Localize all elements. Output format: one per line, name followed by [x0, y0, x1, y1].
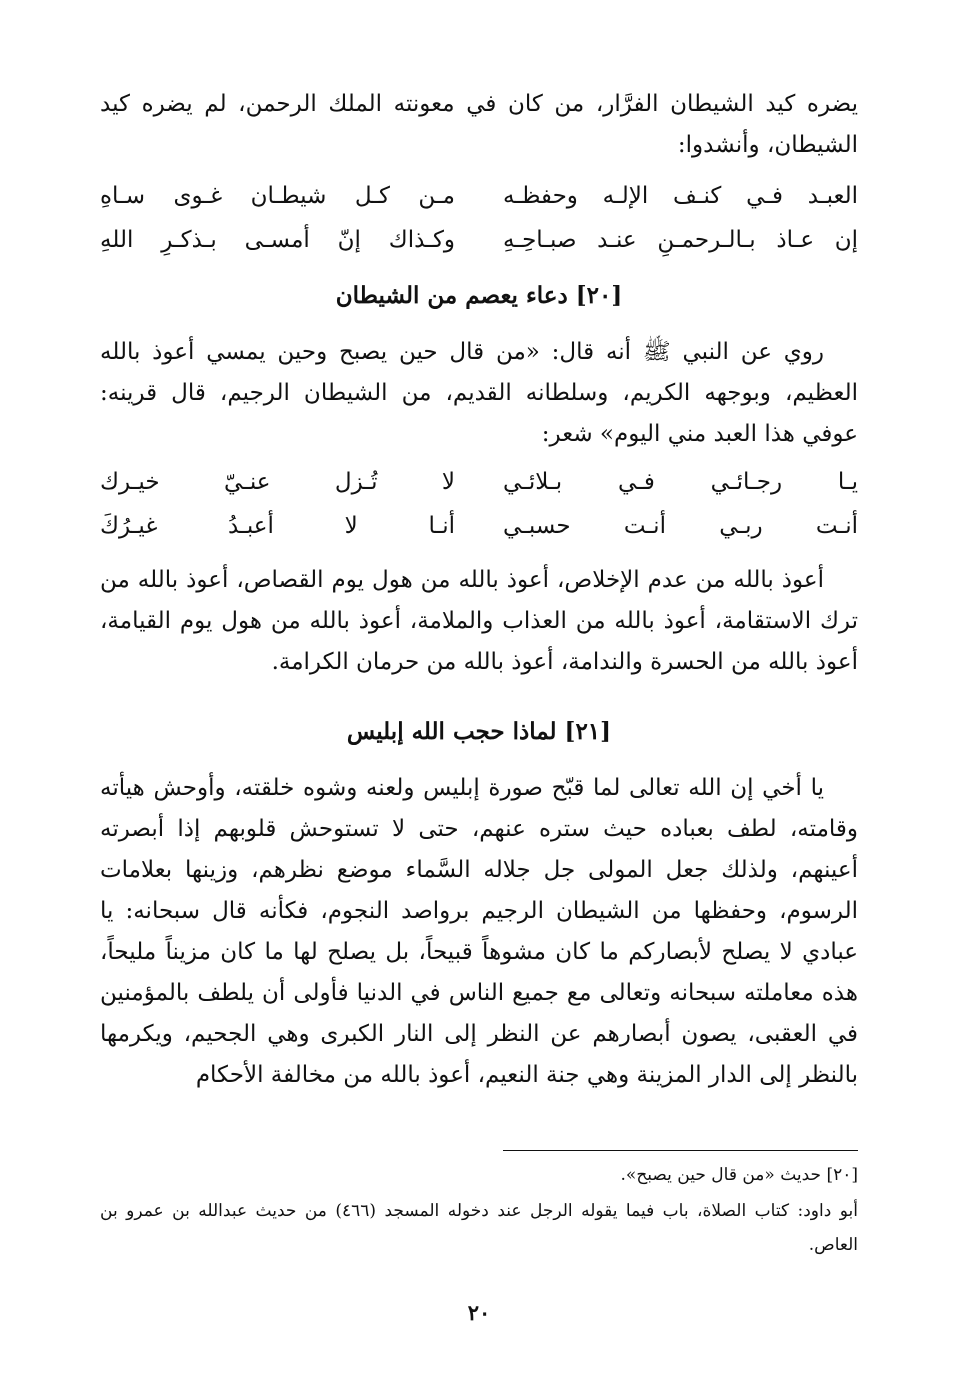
book-page	[100, 0, 858, 1390]
section-20-heading: [٢٠] دعاء يعصم من الشيطان	[335, 282, 623, 309]
poem-2-line-1-second-hemistich: لا تُـزل عنـيّ خيـرك	[100, 469, 455, 495]
poem-1-line-2-second-hemistich: وكـذاك إنّ أمسـى بـذكـرِ اللهِ	[100, 227, 455, 253]
poem-2-line-2	[100, 506, 858, 550]
footnote-separator	[503, 1150, 858, 1151]
section-20-closing-paragraph: أعوذ بالله من عدم الإخلاص، أعوذ بالله من هول يوم القصاص، أعوذ بالله من ترك الاستقامة، أعوذ بالله من العذاب والملامة، أعوذ بالله من هول يوم القيامة، أعوذ بالله من الحسرة والندامة، أعوذ بالله من حرمان الكرامة.	[100, 567, 858, 675]
poem-2-line-1	[100, 462, 858, 506]
footnote-reference: [٢٠] حديث «من قال حين يصبح».	[620, 1165, 858, 1185]
opening-paragraph: يضره كيد الشيطان الفرَّار، من كان في معونته الملك الرحمن، لم يضره كيد الشيطان، وأنشدوا:	[100, 91, 858, 158]
section-21-paragraph: يا أخي إن الله تعالى لما قبّح صورة إبليس ولعنه وشوه خلقته، وأوحش هيأته وقامته، لطف بعباده حيث ستره عنهم، حتى لا تستوحش قلوبهم إذا أبصرته أعينهم، ولذلك جعل المولى جل جلاله السَّماء موضع نظرهم، وزينها بعلامات الرسوم، وحفظها من الشيطان الرجيم برواصد النجوم، فكأنه قال سبحانه: يا عبادي لا يصلح لأبصاركم ما كان مشوهاً قبيحاً، بل يصلح لها ما كان مزيناً مليحاً، هذه معاملته سبحانه وتعالى مع جميع الناس في الدنيا فأولى أن يلطف بالمؤمنين في العقبى، يصون أبصارهم عن النظر إلى النار الكبرى وهي الجحيم، ويكرمها بالنظر إلى الدار المزينة وهي جنة النعيم، أعوذ بالله من مخالفة الأحكام	[100, 775, 858, 1088]
poem-2-line-2-first-hemistich: أنـت ربـي أنـت حسبـي	[503, 513, 858, 539]
poem-2-line-2-second-hemistich: أنـا لا أعبـدُ غيـرُكَ	[100, 513, 455, 539]
poem-1-line-1	[100, 176, 858, 220]
section-20-paragraph: روي عن النبي ﷺ أنه قال: «من قال حين يصبح وحين يمسي أعوذ بالله العظيم، وبوجهه الكريم، وسلطانه القديم، من الشيطان الرجيم، قال قرينه: عوفي هذا العبد مني اليوم» شعر:	[100, 339, 858, 447]
poem-1-line-2	[100, 220, 858, 264]
poem-2-line-1-first-hemistich: يـا رجـائـي فـي بـلائـي	[503, 469, 858, 495]
poem-2	[100, 462, 858, 550]
section-21-heading: [٢١] لماذا حجب الله إبليس	[346, 718, 612, 745]
footnote-source: أبو داود: كتاب الصلاة، باب فيما يقوله الرجل عند دخوله المسجد (٤٦٦) من حديث عبدالله بن عمرو بن العاص.	[100, 1201, 858, 1255]
poem-1-line-1-second-hemistich: مـن كـل شيطـان غـوى سـاهِ	[100, 183, 455, 209]
poem-1	[100, 176, 858, 264]
poem-1-line-2-first-hemistich: إن عـاذ بـالـرحمـنِ عنـد صبـاحِـهِ	[503, 227, 858, 253]
page-number: ٢٠	[467, 1300, 491, 1325]
poem-1-line-1-first-hemistich: العبـد فـي كنـف الإلـه وحفظـه	[503, 183, 858, 209]
